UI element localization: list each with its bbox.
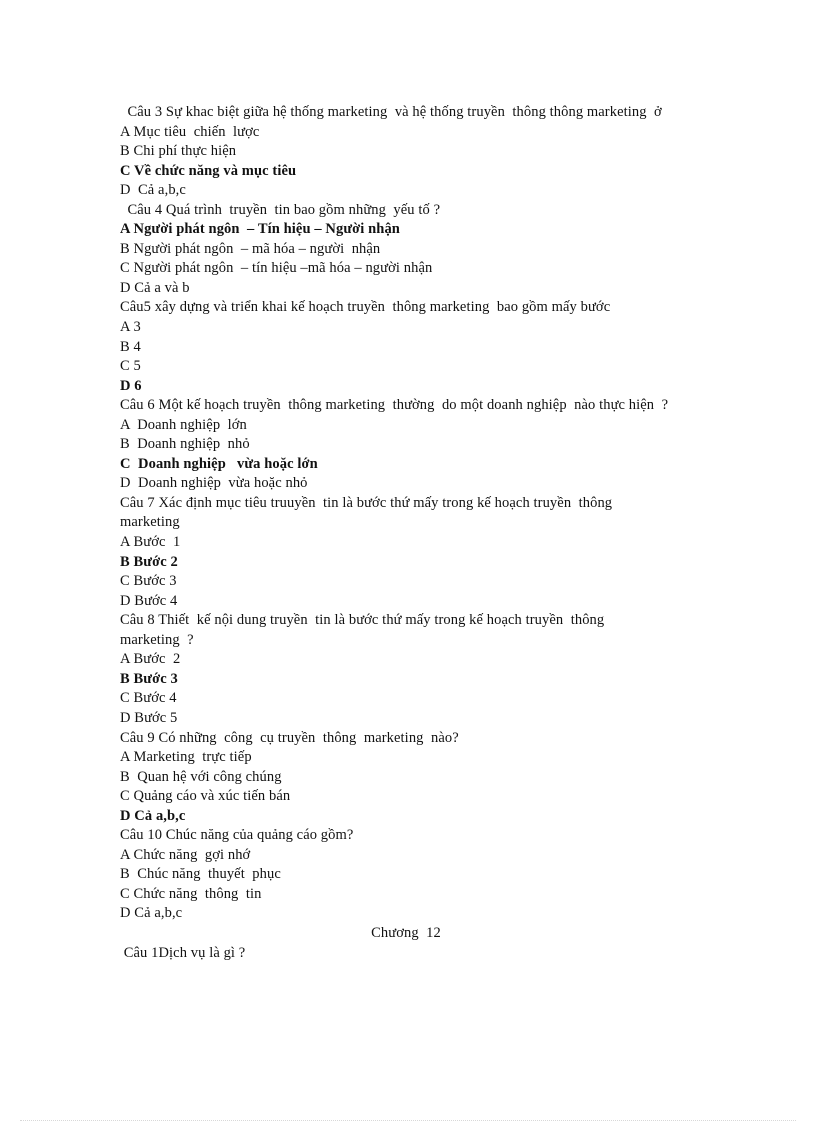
text-line: D Bước 4 [120,592,178,609]
text-line: C Chức năng thông tin [120,885,262,902]
text-line: D 6 [120,377,142,394]
text-line: B Bước 2 [120,553,178,570]
text-line: B 4 [120,338,141,355]
text-line: Câu 6 Một kế hoạch truyền thông marketing thường do một doanh nghiệp nào thực hiện ? [120,397,669,414]
text-line: D Cả a,b,c [120,807,186,824]
text-line: Câu 7 Xác định mục tiêu truuyền tin là bước thứ mấy trong kế hoạch truyền thông [120,494,613,511]
text-line: marketing [120,514,180,531]
page-bottom-divider [20,1120,796,1121]
text-line: C Doanh nghiệp vừa hoặc lớn [120,455,318,472]
text-line: C Bước 4 [120,690,177,707]
text-line: A Bước 1 [120,534,181,551]
text-line: Câu 10 Chúc năng của quảng cáo gồm? [120,827,354,844]
text-line: D Cả a,b,c [120,905,183,922]
document-body [120,103,710,963]
text-line: A Người phát ngôn – Tín hiệu – Người nhận [120,221,400,238]
text-line: D Cả a,b,c [120,182,186,199]
text-line: A Mục tiêu chiến lược [120,123,260,140]
text-line: C Quảng cáo và xúc tiến bán [120,788,291,805]
text-line: Câu 1Dịch vụ là gì ? [120,944,246,961]
text-line: Câu 8 Thiết kế nội dung truyền tin là bước thứ mấy trong kế hoạch truyền thông [120,612,605,629]
text-line: Câu5 xây dựng và triển khai kế hoạch truyền thông marketing bao gồm mấy bước [120,299,611,316]
text-line: A 3 [120,319,141,336]
text-line: D Cả a và b [120,279,190,296]
text-line: B Bước 3 [120,670,178,687]
text-line: C Bước 3 [120,573,177,590]
text-line: A Doanh nghiệp lớn [120,416,247,433]
text-line: B Chi phí thực hiện [120,143,237,160]
text-line: marketing ? [120,631,194,648]
text-line: B Chúc năng thuyết phục [120,866,281,883]
text-line: Câu 4 Quá trình truyền tin bao gồm những yếu tố ? [120,201,441,218]
text-line: D Doanh nghiệp vừa hoặc nhỏ [120,475,308,492]
text-line: A Marketing trực tiếp [120,749,252,766]
text-line: B Quan hệ với công chúng [120,768,282,785]
text-line: B Doanh nghiệp nhỏ [120,436,250,453]
text-line: B Người phát ngôn – mã hóa – người nhận [120,240,381,257]
text-line: C 5 [120,358,141,375]
text-line: D Bước 5 [120,709,178,726]
text-line: A Bước 2 [120,651,181,668]
text-line: C Về chức năng và mục tiêu [120,162,297,179]
text-line: Câu 9 Có những công cụ truyền thông marketing nào? [120,729,459,746]
text-line: Câu 3 Sự khac biệt giữa hệ thống marketing và hệ thống truyền thông thông marketing ở [120,104,662,120]
chapter-heading: Chương 12 [371,924,441,941]
text-line: C Người phát ngôn – tín hiệu –mã hóa – người nhận [120,260,433,277]
text-line: A Chức năng gợi nhớ [120,846,251,863]
